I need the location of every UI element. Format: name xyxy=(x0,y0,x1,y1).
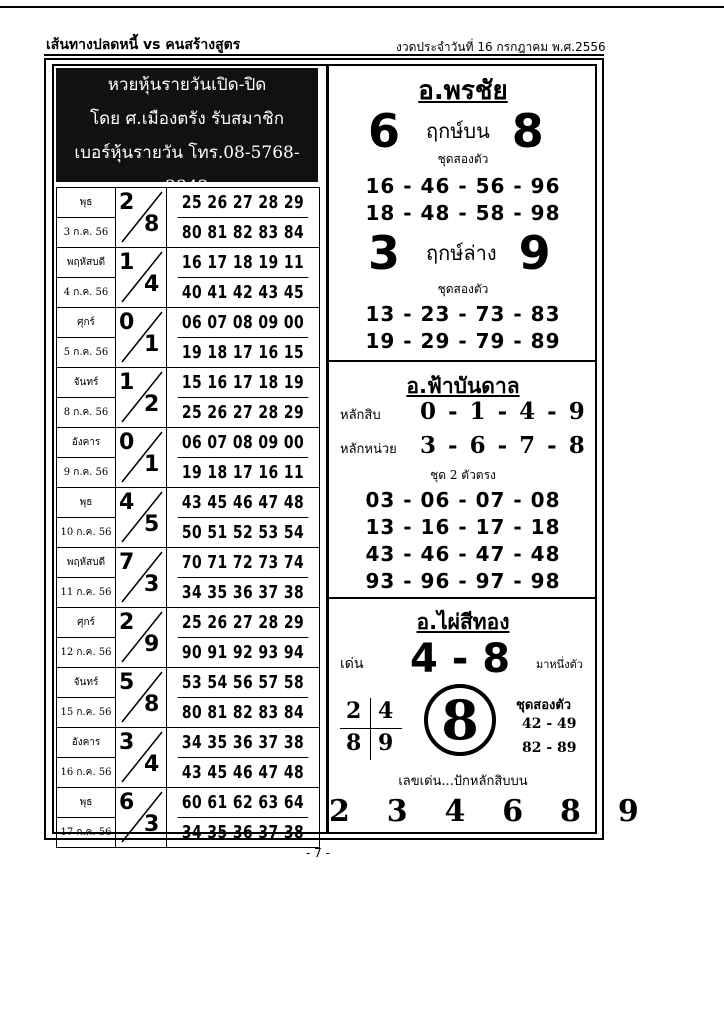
lucky-digit-b: 3 xyxy=(144,812,160,837)
pair-row-1: 42 - 49 xyxy=(522,716,577,732)
lucky-pair-cell xyxy=(116,668,167,728)
units-digits: 3 - 6 - 7 - 8 xyxy=(420,432,585,459)
set-label: ชุด 2 ตัวตรง xyxy=(430,468,496,482)
numbers-cell xyxy=(167,548,320,608)
tens-digits: 0 - 1 - 4 - 9 xyxy=(420,398,585,425)
lucky-label: เลขเด่น...ปักหลักสิบบน xyxy=(398,774,528,789)
numbers-cell xyxy=(167,788,320,848)
numbers-row-2: 80 81 82 83 84 xyxy=(178,697,309,727)
lucky-digit-a: 3 xyxy=(119,730,135,755)
lucky-pair-cell xyxy=(116,188,167,248)
day-date: 4 ก.ค. 56 xyxy=(57,277,115,307)
day-cell xyxy=(57,188,116,248)
day-name: ศุกร์ xyxy=(77,617,95,628)
tens-label: หลักสิบ xyxy=(340,408,381,423)
lucky-digit-b: 8 xyxy=(144,212,160,237)
numbers-row-2: 19 18 17 16 11 xyxy=(178,457,309,487)
grid-cell-1: 2 xyxy=(346,698,362,724)
lead-value: 4 - 8 xyxy=(410,636,511,682)
day-name: อังคาร xyxy=(71,437,101,448)
section-divider-2 xyxy=(329,597,597,599)
section-title-fabandan: อ.ฟ้าบันดาล xyxy=(406,374,520,398)
pairs-top-2: 18 - 48 - 58 - 98 xyxy=(365,201,561,225)
numbers-cell xyxy=(167,308,320,368)
section-title-pornchai: อ.พรชัย xyxy=(418,76,508,106)
lucky-digit-b: 1 xyxy=(144,452,160,477)
day-cell xyxy=(57,548,116,608)
day-date: 5 ก.ค. 56 xyxy=(57,337,115,367)
low-lucky-a: 3 xyxy=(368,226,401,280)
lucky-digit-a: 2 xyxy=(119,610,135,635)
circled-number xyxy=(424,684,496,756)
promo-line-2: โดย ศ.เมืองตรัง รับสมาชิก xyxy=(89,109,284,129)
day-name: พฤหัสบดี xyxy=(66,257,106,268)
lucky-pair-cell xyxy=(116,368,167,428)
numbers-cell xyxy=(167,728,320,788)
day-name: จันทร์ xyxy=(73,377,99,388)
lucky-pair-cell xyxy=(116,428,167,488)
lucky-pair-cell xyxy=(116,248,167,308)
promo-box xyxy=(56,68,318,197)
lucky-digit-b: 4 xyxy=(144,272,160,297)
section-title-phaisithong: อ.ไผ่สีทอง xyxy=(416,610,510,634)
schedule-row xyxy=(57,248,320,308)
numbers-cell xyxy=(167,248,320,308)
set-row-3: 43 - 46 - 47 - 48 xyxy=(365,542,561,566)
lucky-pair-cell xyxy=(116,728,167,788)
schedule-table xyxy=(56,187,320,848)
day-date: 3 ก.ค. 56 xyxy=(57,217,115,247)
numbers-row-1: 06 07 08 09 00 xyxy=(181,432,305,453)
numbers-row-1: 16 17 18 19 11 xyxy=(181,252,305,273)
numbers-row-1: 53 54 56 57 58 xyxy=(181,672,305,693)
day-cell xyxy=(57,308,116,368)
lucky-digit-b: 5 xyxy=(144,512,160,537)
low-lucky-b: 9 xyxy=(518,226,551,280)
set-row-4: 93 - 96 - 97 - 98 xyxy=(365,569,561,593)
schedule-row xyxy=(57,368,320,428)
top-lucky-label: ฤกษ์บน xyxy=(426,119,490,143)
lucky-digit-a: 7 xyxy=(119,550,135,575)
promo-line-3: เบอร์หุ้นรายวัน โทร.08-5768-2342 xyxy=(74,143,300,197)
numbers-row-1: 70 71 72 73 74 xyxy=(181,552,305,573)
lucky-digit-a: 1 xyxy=(119,370,135,395)
numbers-row-2: 80 81 82 83 84 xyxy=(178,217,309,247)
lucky-digit-b: 4 xyxy=(144,752,160,777)
numbers-row-2: 90 91 92 93 94 xyxy=(178,637,309,667)
numbers-cell xyxy=(167,488,320,548)
numbers-row-2: 34 35 36 37 38 xyxy=(178,577,309,607)
numbers-row-1: 25 26 27 28 29 xyxy=(181,192,305,213)
schedule-row xyxy=(57,668,320,728)
lucky-pair-cell xyxy=(116,308,167,368)
day-date: 10 ก.ค. 56 xyxy=(57,517,115,547)
schedule-row xyxy=(57,188,320,248)
day-name: พุธ xyxy=(79,797,93,808)
numbers-row-1: 25 26 27 28 29 xyxy=(181,612,305,633)
day-cell xyxy=(57,488,116,548)
lead-label: เด่น xyxy=(340,656,364,672)
page-number: - 7 - xyxy=(306,846,330,860)
lucky-digit-a: 5 xyxy=(119,670,135,695)
pair-label: ชุดสองตัว xyxy=(516,698,572,713)
pairs-label-low: ชุดสองตัว xyxy=(437,282,489,296)
day-name: ศุกร์ xyxy=(77,317,95,328)
numbers-row-2: 40 41 42 43 45 xyxy=(178,277,309,307)
schedule-row xyxy=(57,788,320,848)
day-name: พุธ xyxy=(79,497,93,508)
pairs-top-1: 16 - 46 - 56 - 96 xyxy=(365,174,561,198)
day-date: 17 ก.ค. 56 xyxy=(57,817,115,847)
day-name: จันทร์ xyxy=(73,677,99,688)
day-name: พฤหัสบดี xyxy=(66,557,106,568)
day-date: 12 ก.ค. 56 xyxy=(57,637,115,667)
set-row-2: 13 - 16 - 17 - 18 xyxy=(365,515,561,539)
numbers-cell xyxy=(167,428,320,488)
schedule-row xyxy=(57,488,320,548)
day-date: 15 ก.ค. 56 xyxy=(57,697,115,727)
numbers-row-2: 25 26 27 28 29 xyxy=(178,397,309,427)
lucky-digits: 2 3 4 6 8 9 xyxy=(329,794,639,829)
lucky-digit-a: 6 xyxy=(119,790,135,815)
numbers-row-1: 43 45 46 47 48 xyxy=(181,492,305,513)
circled-digit: 8 xyxy=(441,688,479,752)
lucky-pair-cell xyxy=(116,608,167,668)
pairs-label-top: ชุดสองตัว xyxy=(437,152,489,166)
schedule-row xyxy=(57,728,320,788)
numbers-row-2: 34 35 36 37 38 xyxy=(178,817,309,847)
top-rule xyxy=(0,6,724,8)
lucky-digit-b: 3 xyxy=(144,572,160,597)
day-name: พุธ xyxy=(79,197,93,208)
grid-cell-2: 4 xyxy=(378,698,394,724)
lucky-pair-cell xyxy=(116,548,167,608)
top-lucky-b: 8 xyxy=(511,104,544,158)
section-divider-1 xyxy=(329,360,597,362)
set-row-1: 03 - 06 - 07 - 08 xyxy=(365,488,561,512)
numbers-cell xyxy=(167,608,320,668)
lucky-digit-a: 0 xyxy=(119,310,135,335)
lead-suffix: มาหนึ่งตัว xyxy=(536,658,583,671)
lucky-digit-b: 2 xyxy=(144,392,160,417)
grid-cell-3: 8 xyxy=(346,730,362,756)
day-date: 8 ก.ค. 56 xyxy=(57,397,115,427)
promo-line-1: หวยหุ้นรายวันเปิด-ปิด xyxy=(107,75,267,95)
lucky-pair-cell xyxy=(116,788,167,848)
day-date: 16 ก.ค. 56 xyxy=(57,757,115,787)
draw-date: งวดประจำวันที่ 16 กรกฎาคม พ.ศ.2556 xyxy=(396,40,606,54)
numbers-cell xyxy=(167,188,320,248)
numbers-cell xyxy=(167,668,320,728)
numbers-row-1: 06 07 08 09 00 xyxy=(181,312,305,333)
pairs-low-2: 19 - 29 - 79 - 89 xyxy=(365,329,561,353)
pair-row-2: 82 - 89 xyxy=(522,740,577,756)
numbers-row-2: 19 18 17 16 15 xyxy=(178,337,309,367)
grid-cell-4: 9 xyxy=(378,730,394,756)
lucky-digit-a: 4 xyxy=(119,490,135,515)
day-date: 9 ก.ค. 56 xyxy=(57,457,115,487)
schedule-row xyxy=(57,548,320,608)
lucky-digit-a: 2 xyxy=(119,190,135,215)
lucky-digit-b: 9 xyxy=(144,632,160,657)
day-cell xyxy=(57,248,116,308)
low-lucky-row xyxy=(368,226,551,280)
lucky-digit-a: 1 xyxy=(119,250,135,275)
numbers-row-1: 60 61 62 63 64 xyxy=(181,792,305,813)
header-rule xyxy=(44,54,604,56)
lucky-pair-cell xyxy=(116,488,167,548)
numbers-row-2: 43 45 46 47 48 xyxy=(178,757,309,787)
low-lucky-label: ฤกษ์ล่าง xyxy=(426,241,497,265)
schedule-row xyxy=(57,308,320,368)
day-cell xyxy=(57,668,116,728)
schedule-row xyxy=(57,608,320,668)
day-cell xyxy=(57,428,116,488)
digit-grid xyxy=(340,698,402,760)
top-lucky-a: 6 xyxy=(368,104,401,158)
day-date: 11 ก.ค. 56 xyxy=(57,577,115,607)
day-name: อังคาร xyxy=(71,737,101,748)
day-cell xyxy=(57,608,116,668)
numbers-row-1: 15 16 17 18 19 xyxy=(181,372,305,393)
lucky-digit-b: 8 xyxy=(144,692,160,717)
schedule-row xyxy=(57,428,320,488)
lucky-digit-b: 1 xyxy=(144,332,160,357)
lucky-digit-a: 0 xyxy=(119,430,135,455)
numbers-cell xyxy=(167,368,320,428)
day-cell xyxy=(57,728,116,788)
day-cell xyxy=(57,368,116,428)
units-label: หลักหน่วย xyxy=(340,442,397,457)
pairs-low-1: 13 - 23 - 73 - 83 xyxy=(365,302,561,326)
numbers-row-1: 34 35 36 37 38 xyxy=(181,732,305,753)
numbers-row-2: 50 51 52 53 54 xyxy=(178,517,309,547)
magazine-title: เส้นทางปลดหนี้ vs คนสร้างสูตร xyxy=(46,37,241,53)
day-cell xyxy=(57,788,116,848)
